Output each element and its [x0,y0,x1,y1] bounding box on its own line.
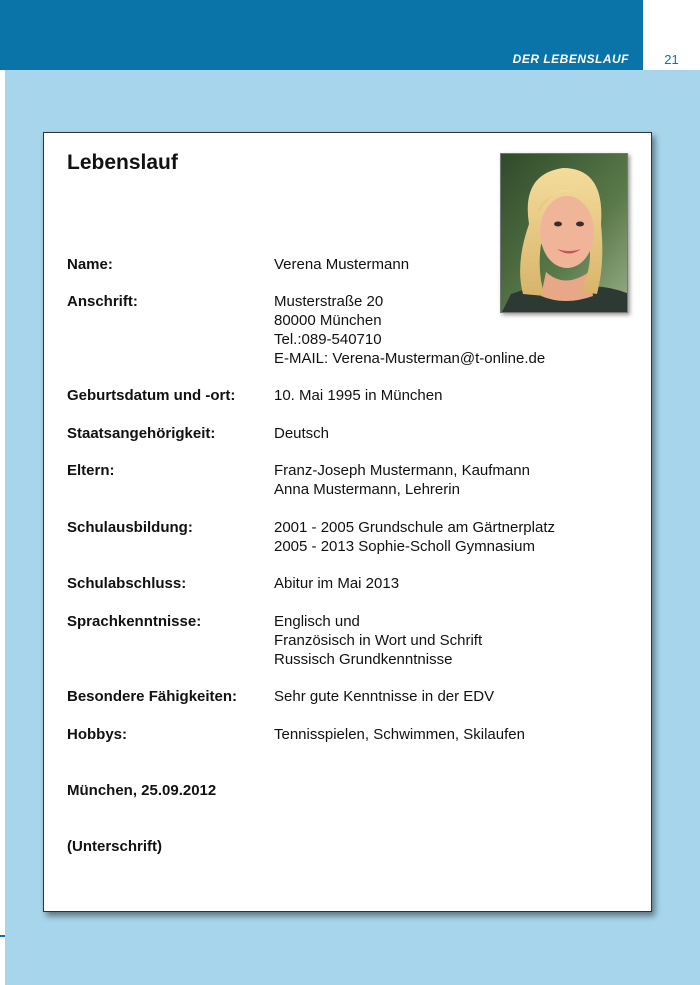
row-label: Hobbys: [67,726,127,743]
row-label: Sprachkenntnisse: [67,613,202,630]
row-value [274,574,399,593]
row-value [274,518,555,556]
row-value [274,292,545,368]
value-line: E-MAIL: Verena-Musterman@t-online.de [274,350,546,367]
document-title: Lebenslauf [67,151,178,174]
row-value [274,725,525,744]
row-value [274,687,494,706]
value-line: Franz-Joseph Mustermann, Kaufmann [274,462,530,479]
value-line: Tel.:089-540710 [274,331,382,348]
value-line: Französisch in Wort und Schrift [274,632,483,649]
row-label: Geburtsdatum und -ort: [67,387,236,404]
cv-document [43,132,652,912]
value-line: 2005 - 2013 Sophie-Scholl Gymnasium [274,538,535,555]
row-value [274,612,482,669]
value-line: 80000 München [274,312,382,329]
place-date: München, 25.09.2012 [67,782,217,799]
value-line: Tennisspielen, Schwimmen, Skilaufen [274,726,525,743]
row-value [274,461,530,499]
row-value [274,255,409,274]
row-label: Schulabschluss: [67,575,187,592]
row-value [274,424,329,443]
page-number: 21 [664,52,679,67]
row-label: Besondere Fähigkeiten: [67,688,238,705]
value-line: 2001 - 2005 Grundschule am Gärtnerplatz [274,519,555,536]
value-line: 10. Mai 1995 in München [274,387,443,404]
header-band [0,0,643,70]
row-label: Schulausbildung: [67,519,193,536]
row-value [274,386,442,405]
portrait-photo-icon [500,153,628,313]
value-line: Musterstraße 20 [274,293,384,310]
value-line: Anna Mustermann, Lehrerin [274,481,460,498]
row-label: Eltern: [67,462,115,479]
row-label: Name: [67,256,113,273]
row-label: Anschrift: [67,293,138,310]
margin-rule [0,935,5,937]
row-label: Staatsangehörigkeit: [67,425,216,442]
value-line: Sehr gute Kenntnisse in der EDV [274,688,495,705]
signature-placeholder: (Unterschrift) [67,838,163,855]
value-line: Englisch und [274,613,360,630]
value-line: Russisch Grundkenntnisse [274,651,453,668]
section-title: DER LEBENSLAUF [512,52,629,66]
value-line: Verena Mustermann [274,256,410,273]
value-line: Deutsch [274,425,330,442]
value-line: Abitur im Mai 2013 [274,575,400,592]
